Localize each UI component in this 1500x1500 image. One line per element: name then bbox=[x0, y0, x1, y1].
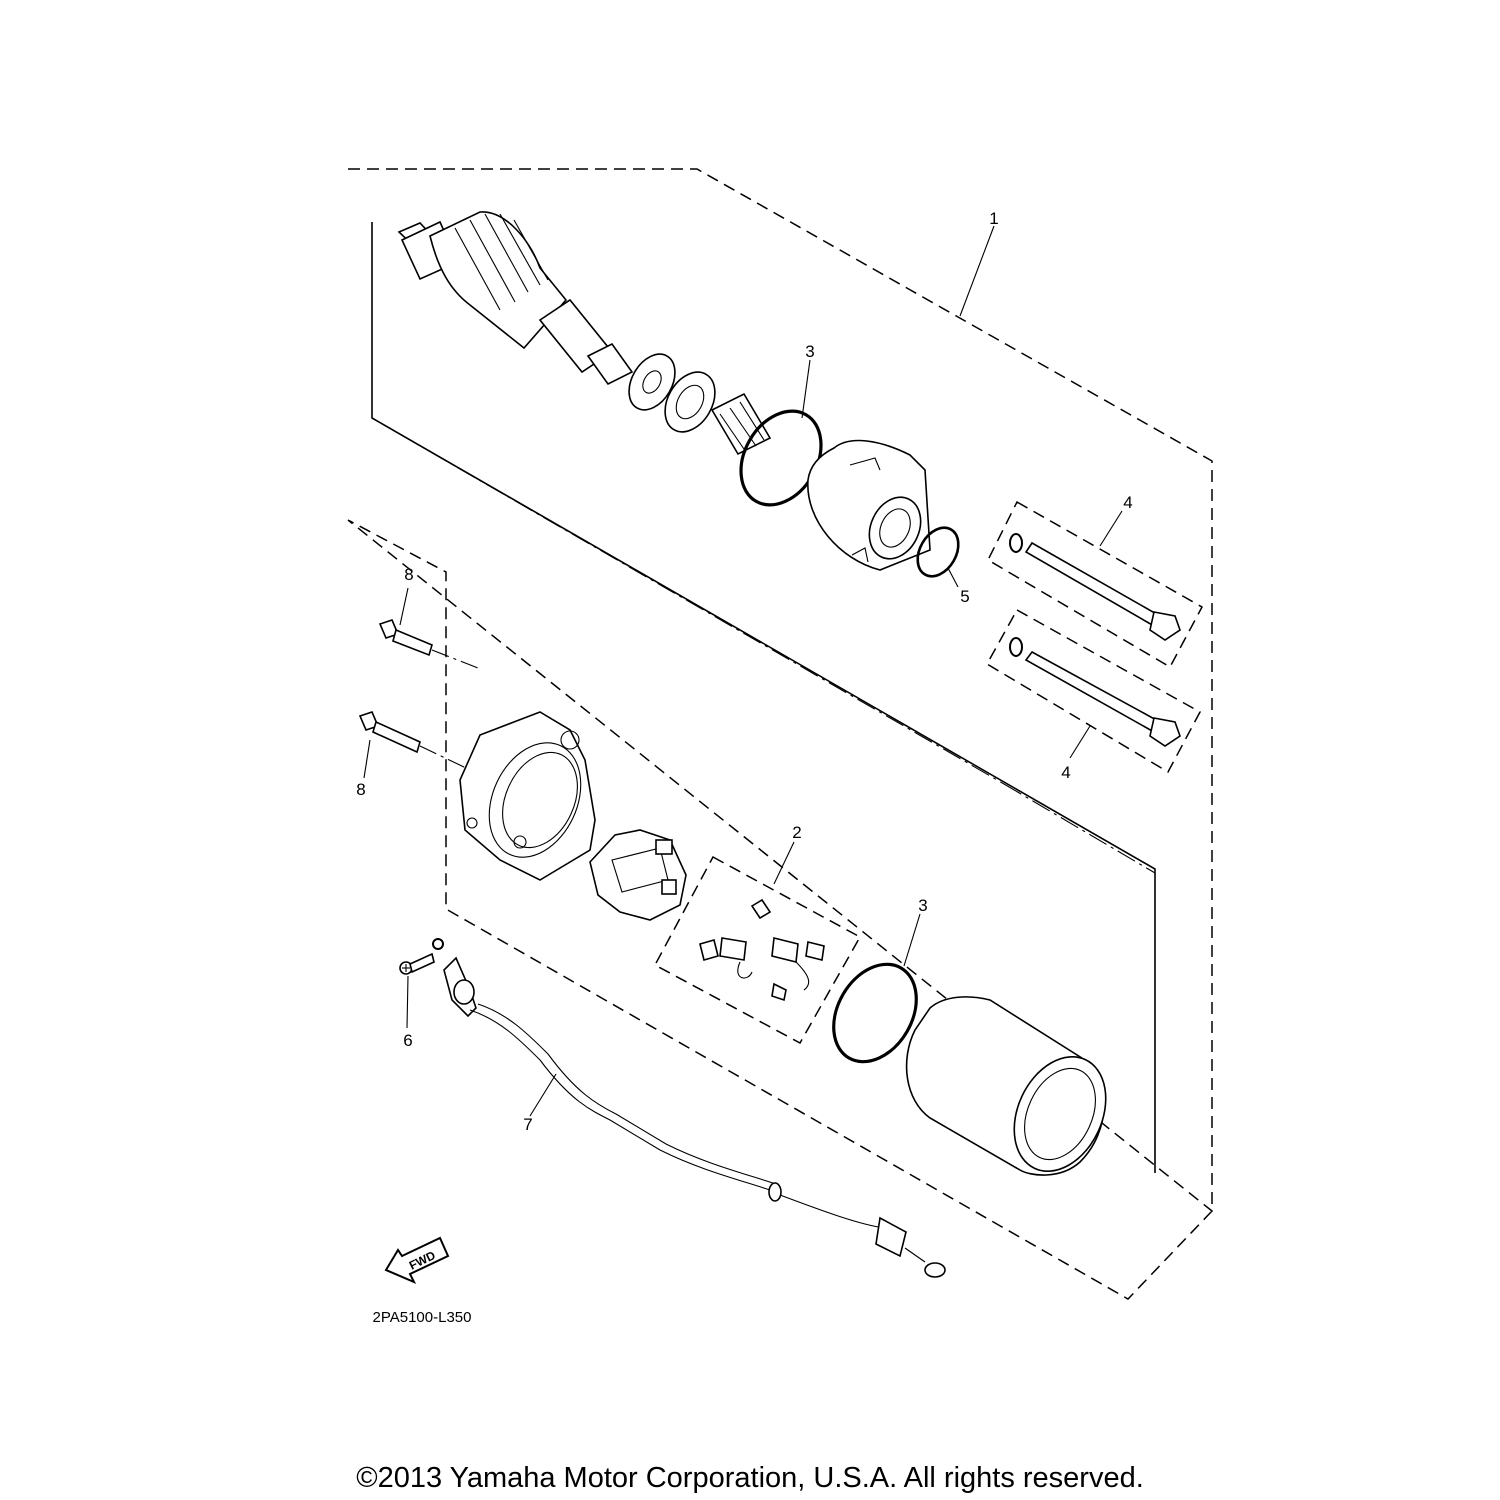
callout-3-upper: 3 bbox=[805, 342, 815, 361]
lock-washer bbox=[433, 939, 443, 949]
yoke bbox=[907, 997, 1124, 1186]
brush-set-outline bbox=[655, 857, 860, 1043]
callout-leaders bbox=[364, 226, 1122, 1116]
lead-wire bbox=[444, 958, 945, 1277]
brush-parts bbox=[700, 900, 824, 1000]
diagram-code: 2PA5100-L350 bbox=[372, 1309, 472, 1326]
bolt-8-upper-leader-axis bbox=[432, 650, 478, 668]
callout-6: 6 bbox=[403, 1031, 413, 1050]
callout-7: 7 bbox=[523, 1115, 533, 1134]
callout-4-upper: 4 bbox=[1123, 493, 1133, 512]
bolt-8-lower-leader-axis bbox=[420, 746, 466, 768]
callout-8-lower: 8 bbox=[356, 780, 366, 799]
callout-5: 5 bbox=[960, 587, 970, 606]
fwd-arrow-icon bbox=[386, 1238, 448, 1282]
screw-6 bbox=[400, 954, 434, 974]
fwd-label: FWD bbox=[406, 1248, 438, 1273]
brush-holder bbox=[590, 830, 686, 920]
callout-2: 2 bbox=[792, 823, 802, 842]
front-cover bbox=[808, 441, 930, 570]
through-bolt-lower bbox=[1010, 638, 1180, 746]
copyright-notice: ©2013 Yamaha Motor Corporation, U.S.A. All rights reserved. bbox=[356, 1462, 1144, 1494]
callout-1: 1 bbox=[989, 209, 999, 228]
armature bbox=[399, 212, 632, 384]
callout-8-upper: 8 bbox=[404, 565, 414, 584]
through-bolt-upper bbox=[1010, 534, 1180, 640]
bolt-8-upper bbox=[380, 620, 432, 655]
callout-4-lower: 4 bbox=[1061, 763, 1071, 782]
rear-cover bbox=[460, 712, 598, 880]
callout-3-lower: 3 bbox=[918, 896, 928, 915]
